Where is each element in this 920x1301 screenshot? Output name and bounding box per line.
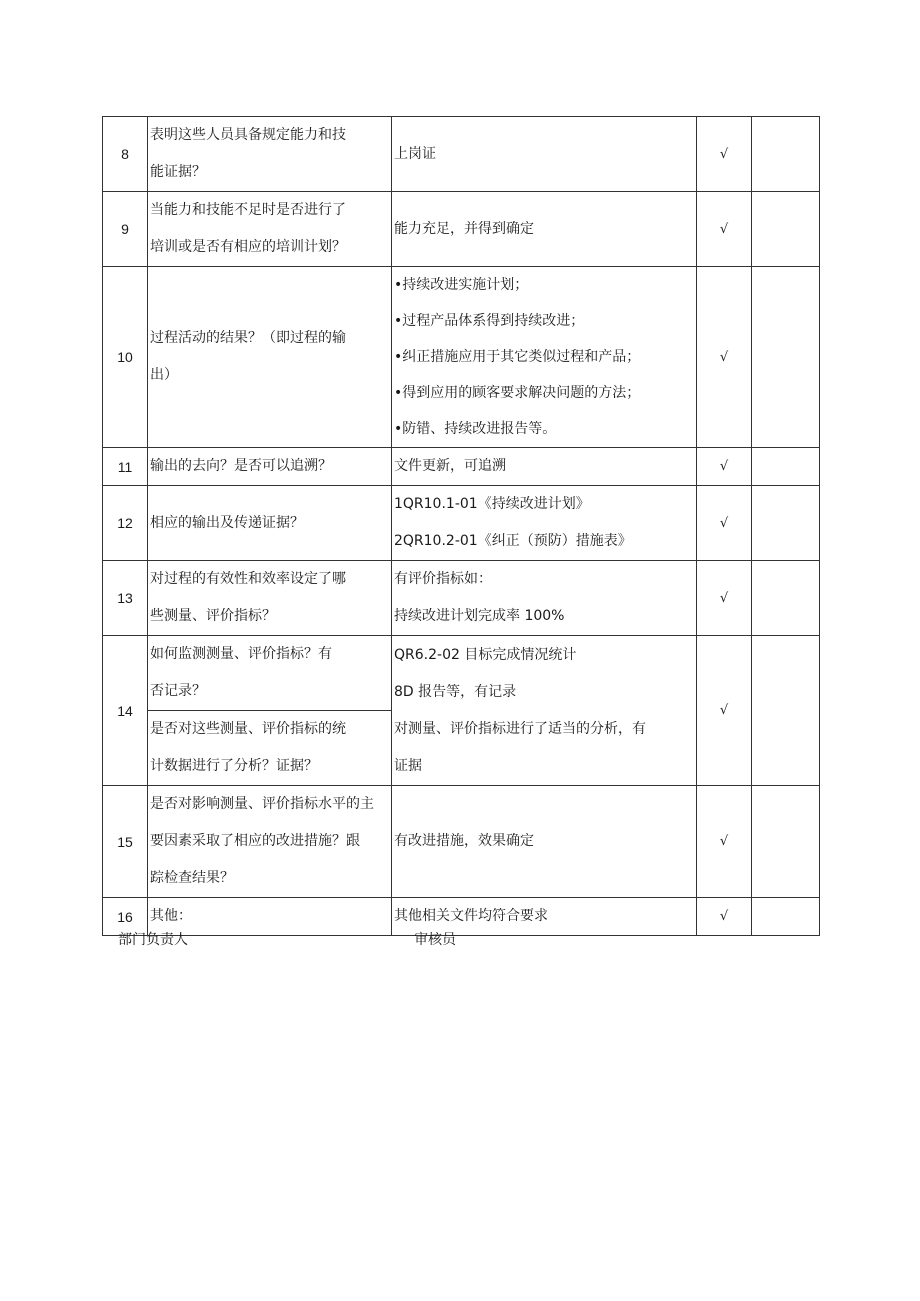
remark-cell xyxy=(752,786,820,898)
question-text: 表明这些人员具备规定能力和技 xyxy=(150,127,346,143)
question-text: 能证据？ xyxy=(150,164,206,180)
question-text: 过程活动的结果？（即过程的输 xyxy=(150,330,346,346)
row-number: 14 xyxy=(103,636,148,786)
auditor-label: 审核员 xyxy=(414,932,456,948)
remark-cell xyxy=(752,448,820,486)
evidence-text: QR6.2-02 目标完成情况统计 xyxy=(394,646,577,663)
table-row xyxy=(103,486,820,561)
question-cell xyxy=(148,117,392,192)
remark-cell xyxy=(752,561,820,636)
check-mark: √ xyxy=(697,786,752,898)
question-text: 要因素采取了相应的改进措施？跟 xyxy=(150,833,360,849)
remark-cell xyxy=(752,636,820,786)
table-row xyxy=(103,448,820,486)
question-text: 如何监测测量、评价指标？有 xyxy=(150,646,332,662)
evidence-text: 其他相关文件均符合要求 xyxy=(394,908,548,924)
table-row xyxy=(103,786,820,898)
question-text: 计数据进行了分析？证据？ xyxy=(150,758,318,774)
question-text: 踪检查结果？ xyxy=(150,870,234,886)
question-text: 出） xyxy=(150,367,178,383)
check-mark: √ xyxy=(697,117,752,192)
evidence-text: 2QR10.2-01《纠正（预防）措施表》 xyxy=(394,533,632,549)
evidence-cell xyxy=(392,267,697,448)
evidence-cell xyxy=(392,561,697,636)
evidence-text: •纠正措施应用于其它类似过程和产品； xyxy=(394,349,641,365)
table-row xyxy=(103,192,820,267)
question-text: 否记录？ xyxy=(150,683,206,699)
evidence-text: 8D 报告等，有记录 xyxy=(394,683,517,700)
table-row xyxy=(103,561,820,636)
table-row xyxy=(103,267,820,448)
check-mark: √ xyxy=(697,898,752,936)
row-number: 13 xyxy=(103,561,148,636)
remark-cell xyxy=(752,898,820,936)
evidence-cell xyxy=(392,486,697,561)
question-cell xyxy=(148,448,392,486)
question-text: 是否对影响测量、评价指标水平的主 xyxy=(150,796,374,812)
evidence-cell xyxy=(392,448,697,486)
check-mark: √ xyxy=(697,486,752,561)
evidence-text: 有改进措施，效果确定 xyxy=(394,833,534,849)
row-number: 16 xyxy=(103,898,148,936)
table-row xyxy=(103,898,820,936)
question-cell xyxy=(148,267,392,448)
evidence-cell xyxy=(392,786,697,898)
evidence-text: •持续改进实施计划； xyxy=(394,277,529,293)
row-number: 12 xyxy=(103,486,148,561)
evidence-text: 能力充足，并得到确定 xyxy=(394,220,534,237)
evidence-text: •过程产品体系得到持续改进； xyxy=(394,313,585,329)
remark-cell xyxy=(752,192,820,267)
check-mark: √ xyxy=(697,636,752,786)
question-text: 相应的输出及传递证据？ xyxy=(150,514,304,531)
evidence-text: •得到应用的顾客要求解决问题的方法； xyxy=(394,385,641,401)
evidence-text: 上岗证 xyxy=(394,145,436,162)
row-number: 15 xyxy=(103,786,148,898)
evidence-cell xyxy=(392,636,697,786)
question-text: 培训或是否有相应的培训计划？ xyxy=(150,239,346,255)
evidence-text: 证据 xyxy=(394,757,422,774)
question-text: 其他： xyxy=(150,908,192,924)
check-mark: √ xyxy=(697,267,752,448)
audit-checklist-table xyxy=(102,116,820,936)
question-text: 输出的去向？是否可以追溯？ xyxy=(150,458,332,474)
remark-cell xyxy=(752,267,820,448)
row-number: 11 xyxy=(103,448,148,486)
question-text: 对过程的有效性和效率设定了哪 xyxy=(150,571,346,587)
table-row xyxy=(103,117,820,192)
table-row xyxy=(103,636,820,711)
evidence-text: 对测量、评价指标进行了适当的分析，有 xyxy=(394,720,646,737)
question-text: 当能力和技能不足时是否进行了 xyxy=(150,202,346,218)
check-mark: √ xyxy=(697,448,752,486)
question-cell xyxy=(148,711,392,786)
evidence-text: 1QR10.1-01《持续改进计划》 xyxy=(394,496,590,512)
question-cell xyxy=(148,192,392,267)
evidence-text: •防错、持续改进报告等。 xyxy=(394,421,557,437)
check-mark: √ xyxy=(697,561,752,636)
evidence-text: 文件更新，可追溯 xyxy=(394,458,506,474)
evidence-text: 持续改进计划完成率 100% xyxy=(394,608,565,624)
question-cell xyxy=(148,486,392,561)
evidence-cell xyxy=(392,192,697,267)
question-cell xyxy=(148,561,392,636)
question-text: 是否对这些测量、评价指标的统 xyxy=(150,721,346,737)
question-cell xyxy=(148,786,392,898)
evidence-text: 有评价指标如： xyxy=(394,571,492,587)
question-text: 些测量、评价指标？ xyxy=(150,608,276,624)
row-number: 8 xyxy=(103,117,148,192)
remark-cell xyxy=(752,117,820,192)
remark-cell xyxy=(752,486,820,561)
evidence-cell xyxy=(392,117,697,192)
row-number: 10 xyxy=(103,267,148,448)
question-cell xyxy=(148,636,392,711)
dept-head-label: 部门负责人 xyxy=(118,932,188,948)
row-number: 9 xyxy=(103,192,148,267)
check-mark: √ xyxy=(697,192,752,267)
